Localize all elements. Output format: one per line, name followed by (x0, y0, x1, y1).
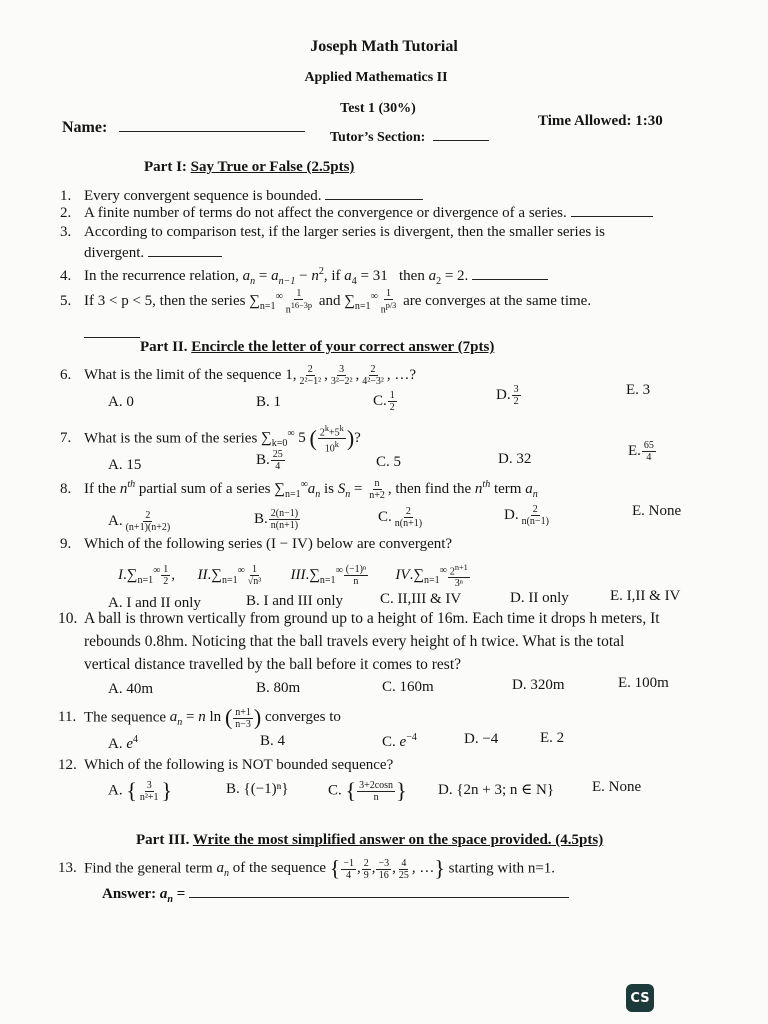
q9-option-a[interactable]: A. I and II only (108, 595, 201, 611)
q13-tail: starting with n=1. (448, 860, 556, 877)
course-title: Applied Mathematics II (304, 70, 448, 85)
q6-option-e[interactable]: E. 3 (626, 382, 651, 398)
name-blank[interactable] (119, 130, 305, 132)
name-label: Name: (62, 119, 108, 136)
question-3-cont (84, 245, 222, 262)
q8-option-a[interactable]: A. $\frac{2}{(n+1)(n+2)}$ (108, 510, 171, 533)
q12-option-d[interactable]: D. {2n + 3; n ∈ N} (438, 782, 555, 798)
q12-text: Which of the following is NOT bounded sequence? (84, 757, 394, 773)
question-10-cont-2: vertical distance travelled by the ball before it comes to rest? (84, 656, 462, 673)
q3-blank[interactable] (148, 255, 222, 257)
q2-blank[interactable] (571, 215, 653, 217)
q11-text: The sequence (84, 709, 167, 726)
question-4: 4. In the recurrence relation, $a_n = a_{n-1} - n^2$, if $a_4 = 31$ then $a_2 = 2$. (60, 266, 548, 287)
question-10: 10. A ball is thrown vertically from ground up to a height of 16m. Each time it drops h meters, It (58, 610, 660, 627)
part2-title: Encircle the letter of your correct answer (7pts) (191, 339, 495, 355)
tutor-line (330, 130, 489, 146)
part1-title: Say True or False (2.5pts) (190, 159, 355, 175)
q13-text: Find the general term (84, 860, 213, 877)
q7-math: $\sum_{k=0}^\infty$ 5 ( $\frac{2^k+5^k}{10^k}$ )? (261, 424, 361, 455)
q4-math: $a_n = a_{n-1} - n^2$, if $a_4 = 31$ then $a_2 = 2$. (242, 266, 469, 287)
part1-prefix: Part I: (144, 159, 187, 175)
question-11: 11. The sequence $a_n = n$ ln ( $\frac{n+1}{n-3}$ ) converges to (58, 705, 341, 730)
q11-option-a[interactable]: A. $e^4$ (108, 734, 139, 752)
part3-title: Write the most simplified answer on the space provided. (4.5pts) (192, 832, 604, 848)
question-5: 5. If 3 < p < 5, then the series $\sum_{n=1}^\infty$ $\frac{1}{n^{16-3p}}$ and $\sum_{n=1}^\infty$ $\frac{1}{n^{p/3}}$ are converges at the same time. (60, 288, 592, 316)
answer-label: Answer: (102, 886, 157, 902)
tutor-label: Tutor’s Section: (330, 130, 426, 145)
q9-series: $I.\sum_{n=1}^\infty$ $\frac{1}{2}$ , $II.\sum_{n=1}^\infty$ $\frac{1}{\text{√n³}}$ $III.\sum_{n=1}^\infty$ $\frac{\text{(−1)ⁿ}}{n}$ $IV.\sum_{n=1}^\infty$ $\frac{2^{n+1}}{\text{3ⁿ}}$ (118, 563, 468, 590)
q13-math: $a_n$ of the sequence { $\frac{-1}{4}$ , $\frac{2}{9}$ , $\frac{-3}{16}$ , $\frac{4}{25}$ , …} (216, 856, 445, 881)
q10-option-d[interactable]: D. 320m (512, 677, 565, 693)
q8-option-b[interactable]: B. $\frac{2(n-1)}{n(n+1)}$ (254, 508, 299, 531)
q7-option-a[interactable]: A. 15 (108, 457, 142, 473)
q7-option-b[interactable]: B. $\frac{25}{4}$ (256, 449, 283, 472)
q9-option-c[interactable]: C. II,III & IV (380, 591, 462, 607)
q12-option-b[interactable]: B. {(−1)ⁿ} (226, 781, 289, 797)
question-7: 7. What is the sum of the series $\sum_{k=0}^\infty$ 5 ( $\frac{2^k+5^k}{10^k}$ )? (60, 424, 361, 455)
q10-text-line1: A ball is thrown vertically from ground up to a height of 16m. Each time it drops h meters, It (84, 610, 660, 627)
q8-text: If the (84, 480, 117, 497)
answer-blank[interactable] (189, 896, 569, 898)
time-allowed: Time Allowed: 1:30 (538, 113, 663, 129)
q3-text-cont: divergent. (84, 245, 145, 261)
question-12: 12. Which of the following is NOT bounded sequence? (58, 757, 394, 773)
q12-option-a[interactable]: A. { $\frac{3}{\text{n²+1}}$ } (108, 778, 173, 803)
q2-text: A finite number of terms do not affect the convergence or divergence of a series. (84, 205, 567, 221)
question-8: 8. If the $n^{th}$ partial sum of a series $\sum_{n=1}^\infty a_n$ is $S_n$ = $\frac{n}{n+2}$ , then find the $n^{th}$ term $a_n$ (60, 478, 538, 501)
question-2: 2. A finite number of terms do not affect the convergence or divergence of a series. (60, 205, 653, 222)
part1-heading (144, 159, 354, 176)
question-9: 9. Which of the following series (I − IV) below are convergent? (60, 536, 453, 552)
q6-option-a[interactable]: A. 0 (108, 394, 134, 410)
part3-heading (136, 832, 603, 849)
question-13: 13. Find the general term $a_n$ of the sequence { $\frac{-1}{4}$ , $\frac{2}{9}$ , $\frac{-3}{16}$ , $\frac{4}{25}$ , …} starting with n=1. (58, 856, 556, 881)
part2-heading (140, 339, 494, 356)
tutor-blank[interactable] (433, 139, 489, 141)
question-6: 6. What is the limit of the sequence 1, $\frac{2}{\text{2²−1²}}$ , $\frac{3}{\text{3²−2²}}$ , $\frac{2}{\text{4²−3²}}$ , …? (60, 364, 417, 387)
q10-option-e[interactable]: E. 100m (618, 675, 669, 691)
q12-option-e[interactable]: E. None (592, 779, 642, 795)
q10-option-c[interactable]: C. 160m (382, 679, 434, 695)
q9-text: Which of the following series (I − IV) below are convergent? (84, 536, 453, 552)
q6-option-d[interactable]: D. $\frac{3}{2}$ (496, 384, 519, 407)
q4-blank[interactable] (472, 278, 548, 280)
part2-prefix: Part II. (140, 339, 188, 355)
q7-option-d[interactable]: D. 32 (498, 451, 532, 467)
q9-option-e[interactable]: E. I,II & IV (610, 588, 681, 604)
q12-option-c[interactable]: C. { $\frac{3+2\cos n}{n}$ } (328, 778, 407, 803)
test-title: Test 1 (30%) (340, 101, 416, 116)
q5-text: If 3 < p < 5, then the series (84, 293, 246, 310)
tutorial-title: Joseph Math Tutorial (310, 38, 458, 55)
q1-blank[interactable] (325, 198, 423, 200)
q6-text: What is the limit of the sequence (84, 366, 282, 383)
q3-text: According to comparison test, if the larger series is divergent, then the smaller series is (84, 224, 605, 240)
q11-option-c[interactable]: C. $e^{-4}$ (382, 732, 417, 750)
q1-text: Every convergent sequence is bounded. (84, 188, 322, 204)
q9-option-b[interactable]: B. I and III only (246, 593, 344, 609)
camscanner-logo: CS (626, 984, 654, 1012)
q5-blank[interactable] (84, 336, 140, 338)
q8-math: $n^{th}$ partial sum of a series $\sum_{n=1}^\infty a_n$ is $S_n$ = $\frac{n}{n+2}$ , then find the $n^{th}$ term $a_n$ (119, 478, 538, 501)
q10-option-a[interactable]: A. 40m (108, 681, 153, 697)
q5-math: $\sum_{n=1}^\infty$ $\frac{1}{n^{16-3p}}$ and $\sum_{n=1}^\infty$ $\frac{1}{n^{p/3}}$ are converges at the same time. (249, 288, 592, 316)
q8-option-c[interactable]: C. $\frac{2}{n(n+1)}$ (378, 506, 423, 529)
q11-math: $a_n = n$ ln ( $\frac{n+1}{n-3}$ ) converges to (169, 705, 341, 730)
q9-option-d[interactable]: D. II only (510, 590, 569, 606)
q7-option-e[interactable]: E. $\frac{65}{4}$ (628, 440, 654, 463)
q6-option-c[interactable]: C. $\frac{1}{2}$ (373, 390, 395, 413)
q11-option-d[interactable]: D. −4 (464, 731, 499, 747)
q11-option-b[interactable]: B. 4 (260, 733, 286, 749)
q7-option-c[interactable]: C. 5 (376, 454, 402, 470)
q8-option-e[interactable]: E. None (632, 503, 682, 519)
question-3: 3. According to comparison test, if the larger series is divergent, then the smaller series is (60, 224, 605, 240)
question-10-cont-1: rebounds 0.8hm. Noticing that the ball travels every height of h twice. What is the total (84, 633, 625, 650)
q6-math: 1, $\frac{2}{\text{2²−1²}}$ , $\frac{3}{\text{3²−2²}}$ , $\frac{2}{\text{4²−3²}}$ , …? (285, 364, 417, 387)
part3-prefix: Part III. (136, 832, 190, 848)
q10-option-b[interactable]: B. 80m (256, 680, 301, 696)
q4-text: In the recurrence relation, (84, 268, 239, 284)
answer-line: Answer: $a_n$ = (102, 886, 569, 905)
q8-option-d[interactable]: D. $\frac{2}{n(n-1)}$ (504, 504, 549, 527)
q6-option-b[interactable]: B. 1 (256, 394, 282, 410)
q7-text: What is the sum of the series (84, 430, 258, 447)
q11-option-e[interactable]: E. 2 (540, 730, 565, 746)
question-1: 1. Every convergent sequence is bounded. (60, 188, 423, 205)
name-line (62, 119, 305, 137)
